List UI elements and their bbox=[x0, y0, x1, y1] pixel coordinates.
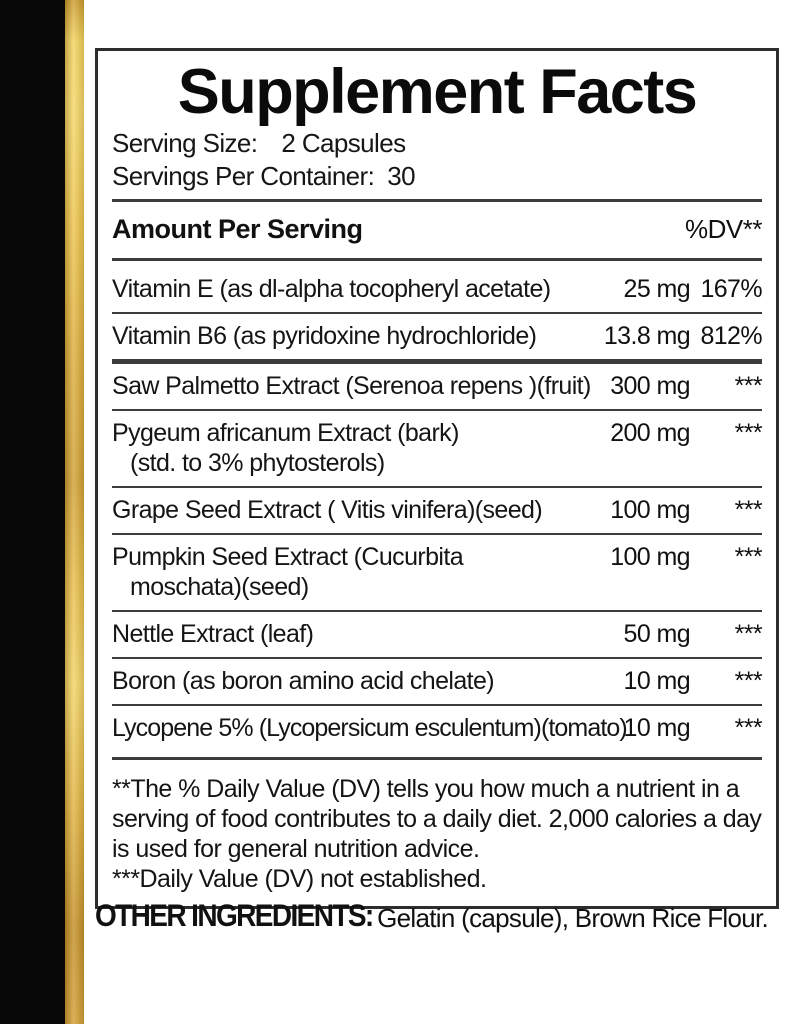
nutrient-row-pumpkin-seed bbox=[112, 535, 762, 610]
nutrient-dv: *** bbox=[734, 496, 762, 524]
nutrient-amount: 13.8 mg bbox=[603, 322, 690, 350]
nutrient-row-vitamin-e bbox=[112, 267, 762, 312]
nutrient-dv: *** bbox=[734, 620, 762, 648]
nutrient-name-line2: moschata)(seed) bbox=[130, 573, 309, 601]
nutrient-row-saw-palmetto bbox=[112, 364, 762, 409]
nutrient-amount: 300 mg bbox=[610, 372, 690, 400]
nutrient-row-lycopene bbox=[112, 706, 762, 751]
daily-value-footnote: **The % Daily Value (DV) tells you how much a nutrient in a serving of food contributes to a daily diet. 2,000 calories a day is used for general nutrition advice. bbox=[112, 775, 762, 863]
nutrient-row-grape-seed bbox=[112, 488, 762, 533]
percent-dv-label: %DV** bbox=[685, 214, 762, 244]
nutrient-amount: 10 mg bbox=[623, 714, 690, 742]
label-gold-stripe bbox=[65, 0, 84, 1024]
serving-size-label: Serving Size: bbox=[112, 128, 258, 158]
nutrient-amount: 100 mg bbox=[610, 543, 690, 571]
amount-per-serving-header bbox=[112, 208, 762, 252]
nutrient-row-vitamin-b6 bbox=[112, 314, 762, 359]
nutrient-amount: 25 mg bbox=[623, 275, 690, 303]
nutrient-dv: *** bbox=[734, 419, 762, 447]
nutrient-name: Grape Seed Extract ( Vitis vinifera)(seed) bbox=[112, 496, 543, 524]
nutrient-amount: 50 mg bbox=[623, 620, 690, 648]
nutrient-dv: *** bbox=[734, 543, 762, 571]
amount-per-serving-label: Amount Per Serving bbox=[112, 214, 363, 244]
serving-size-value: 2 Capsules bbox=[281, 128, 406, 158]
other-ingredients-value: Gelatin (capsule), Brown Rice Flour. bbox=[377, 903, 769, 933]
nutrient-name: Vitamin E (as dl-alpha tocopheryl acetate) bbox=[112, 275, 551, 303]
nutrient-row-pygeum bbox=[112, 411, 762, 486]
nutrient-row-boron bbox=[112, 659, 762, 704]
nutrient-name: Saw Palmetto Extract (Serenoa repens )(fruit) bbox=[112, 372, 591, 400]
servings-per-container-line bbox=[112, 160, 762, 193]
nutrient-name: Pygeum africanum Extract (bark) bbox=[112, 419, 459, 447]
separator bbox=[112, 199, 762, 202]
nutrient-amount: 10 mg bbox=[623, 667, 690, 695]
servings-per-container-label: Servings Per Container: bbox=[112, 161, 375, 191]
nutrient-name: Pumpkin Seed Extract (Cucurbita bbox=[112, 543, 464, 571]
nutrient-name: Lycopene 5% (Lycopersicum esculentum)(tomato) bbox=[112, 714, 627, 742]
panel-title: Supplement Facts bbox=[177, 57, 697, 127]
nutrient-row-nettle bbox=[112, 612, 762, 657]
label-black-stripe bbox=[0, 0, 65, 1024]
serving-size-line bbox=[112, 127, 762, 160]
nutrient-dv: *** bbox=[734, 667, 762, 695]
separator bbox=[112, 757, 762, 760]
nutrient-name: Nettle Extract (leaf) bbox=[112, 620, 314, 648]
supplement-facts-panel bbox=[95, 48, 779, 909]
nutrient-amount: 200 mg bbox=[610, 419, 690, 447]
servings-per-container-value: 30 bbox=[387, 161, 415, 191]
nutrient-name-line2: (std. to 3% phytosterols) bbox=[130, 449, 385, 477]
other-ingredients-label: OTHER INGREDIENTS: bbox=[95, 897, 373, 933]
nutrient-amount: 100 mg bbox=[610, 496, 690, 524]
other-ingredients-line bbox=[95, 899, 785, 942]
nutrient-name: Boron (as boron amino acid chelate) bbox=[112, 667, 495, 695]
separator bbox=[112, 258, 762, 261]
footnotes bbox=[112, 766, 762, 896]
nutrient-dv: *** bbox=[734, 372, 762, 400]
nutrient-dv: 812% bbox=[700, 322, 762, 350]
nutrient-dv: *** bbox=[734, 714, 762, 742]
nutrient-dv: 167% bbox=[700, 275, 762, 303]
nutrient-name: Vitamin B6 (as pyridoxine hydrochloride) bbox=[112, 322, 537, 350]
not-established-footnote: ***Daily Value (DV) not established. bbox=[112, 865, 487, 893]
